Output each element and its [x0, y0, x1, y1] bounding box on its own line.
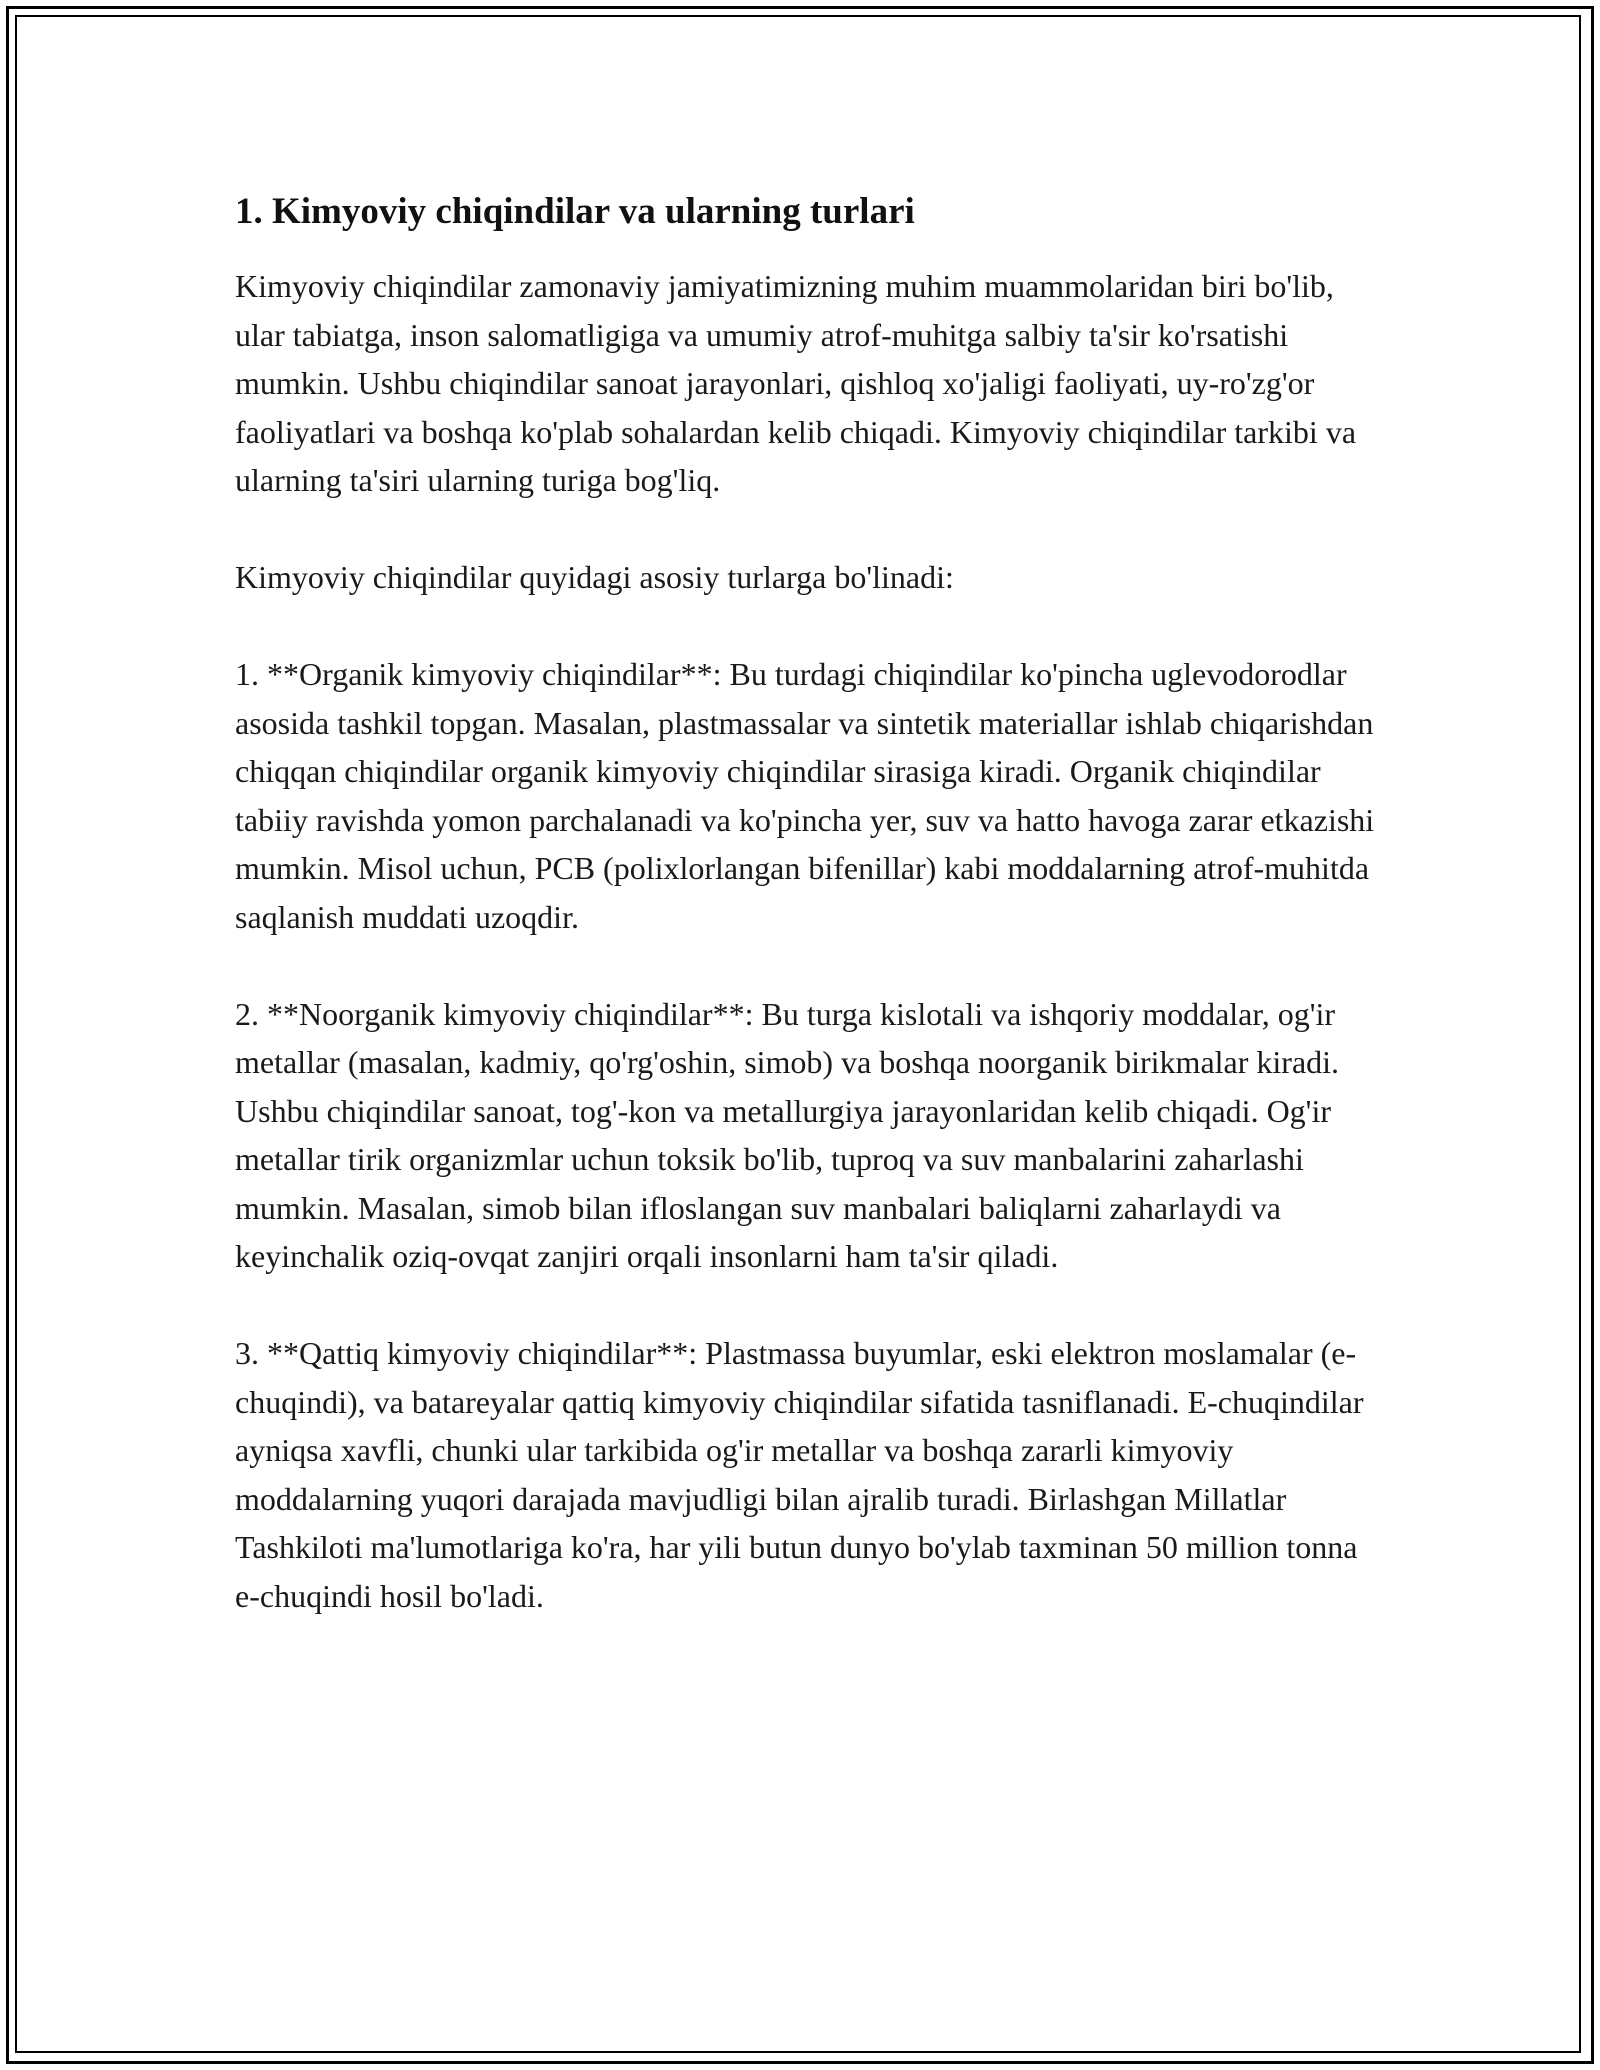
document-body: [235, 186, 1375, 1620]
intro-paragraph: Kimyoviy chiqindilar zamonaviy jamiyatimizning muhim muammolaridan biri bo'lib, ular tabiatga, inson salomatligiga va umumiy atrof-muhitga salbiy ta'sir ko'rsatishi mumkin. Ushbu chiqindilar sanoat jarayonlari, qishloq xo'jaligi faoliyati, uy-ro'zg'or faoliyatlari va boshqa ko'plab sohalardan kelib chiqadi. Kimyoviy chiqindilar tarkibi va ularning ta'siri ularning turiga bog'liq.: [235, 268, 1357, 498]
inorganic-waste-paragraph: 2. **Noorganik kimyoviy chiqindilar**: Bu turga kislotali va ishqoriy moddalar, og'ir metallar (masalan, kadmiy, qo'rg'oshin, simob) va boshqa noorganik birikmalar kiradi. Ushbu chiqindilar sanoat, tog'-kon va metallurgiya jarayonlaridan kelib chiqadi. Og'ir metallar tirik organizmlar uchun toksik bo'lib, tuproq va suv manbalarini zaharlashi mumkin. Masalan, simob bilan ifloslangan suv manbalari baliqlarni zaharlaydi va keyinchalik oziq-ovqat zanjiri orqali insonlarni ham ta'sir qiladi.: [235, 995, 1340, 1274]
section-heading: 1. Kimyoviy chiqindilar va ularning turlari: [235, 191, 915, 232]
types-intro-paragraph: Kimyoviy chiqindilar quyidagi asosiy turlarga bo'linadi:: [235, 559, 954, 595]
organic-waste-paragraph: 1. **Organik kimyoviy chiqindilar**: Bu turdagi chiqindilar ko'pincha uglevodorodlar asosida tashkil topgan. Masalan, plastmassalar va sintetik materiallar ishlab chiqarishdan chiqqan chiqindilar organik kimyoviy chiqindilar sirasiga kiradi. Organik chiqindilar tabiiy ravishda yomon parchalanadi va ko'pincha yer, suv va hatto havoga zarar etkazishi mumkin. Misol uchun, PCB (polixlorlangan bifenillar) kabi moddalarning atrof-muhitda saqlanish muddati uzoqdir.: [235, 656, 1375, 935]
solid-waste-paragraph: 3. **Qattiq kimyoviy chiqindilar**: Plastmassa buyumlar, eski elektron moslamalar (e-chuqindi), va batareyalar qattiq kimyoviy chiqindilar sifatida tasniflanadi. E-chuqindilar ayniqsa xavfli, chunki ular tarkibida og'ir metallar va boshqa zararli kimyoviy moddalarning yuqori darajada mavjudligi bilan ajralib turadi. Birlashgan Millatlar Tashkiloti ma'lumotlariga ko'ra, har yili butun dunyo bo'ylab taxminan 50 million tonna e-chuqindi hosil bo'ladi.: [235, 1335, 1364, 1614]
